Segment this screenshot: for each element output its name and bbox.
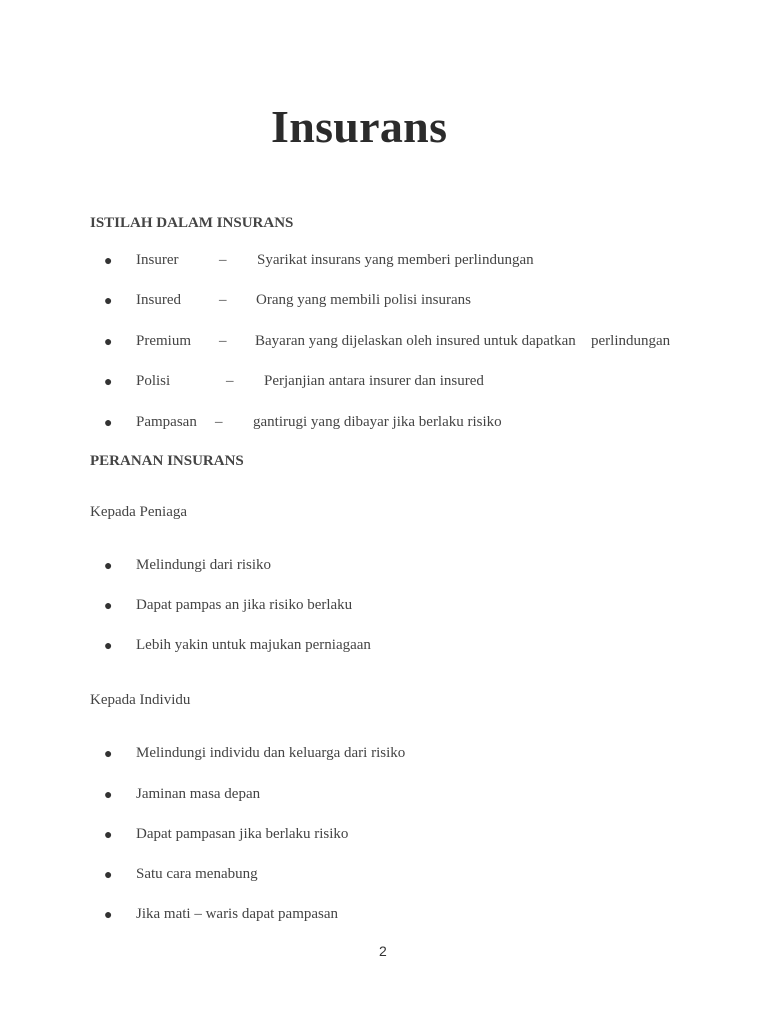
bullet-icon: ● [104,788,113,803]
list-item: Melindungi dari risiko [136,557,271,573]
term-label: Polisi [136,373,171,389]
bullet-icon: ● [104,375,113,390]
section-heading-istilah: ISTILAH DALAM INSURANS [90,215,294,231]
section-heading-peranan: PERANAN INSURANS [90,453,244,469]
bullet-icon: ● [104,294,113,309]
term-definition: Perjanjian antara insurer dan insured [264,373,484,389]
term-definition: Syarikat insurans yang memberi perlindungan [257,252,534,268]
list-item: Dapat pampas an jika risiko berlaku [136,597,353,613]
term-definition: gantirugi yang dibayar jika berlaku risiko [253,414,502,430]
page-number: 2 [379,943,387,959]
subheading-individu: Kepada Individu [90,692,191,708]
term-definition: Orang yang membili polisi insurans [256,292,471,308]
term-label: Insured [136,292,181,308]
term-dash: – [226,373,234,389]
term-definition-extra: perlindungan [591,333,671,349]
bullet-icon: ● [104,335,113,350]
bullet-icon: ● [104,908,113,923]
term-label: Pampasan [136,414,197,430]
term-label: Premium [136,333,191,349]
term-label: Insurer [136,252,179,268]
bullet-icon: ● [104,639,113,654]
term-dash: – [219,333,227,349]
list-item: Dapat pampasan jika berlaku risiko [136,826,349,842]
bullet-icon: ● [104,416,113,431]
term-definition: Bayaran yang dijelaskan oleh insured untuk dapatkan [255,333,576,349]
bullet-icon: ● [104,747,113,762]
bullet-icon: ● [104,868,113,883]
term-dash: – [219,292,227,308]
bullet-icon: ● [104,599,113,614]
bullet-icon: ● [104,828,113,843]
list-item: Satu cara menabung [136,866,258,882]
list-item: Jika mati – waris dapat pampasan [136,906,339,922]
list-item: Lebih yakin untuk majukan perniagaan [136,637,371,653]
list-item: Jaminan masa depan [136,786,261,802]
page-title: Insurans [271,101,448,152]
bullet-icon: ● [104,254,113,269]
bullet-icon: ● [104,559,113,574]
list-item: Melindungi individu dan keluarga dari risiko [136,745,406,761]
term-dash: – [215,414,223,430]
term-dash: – [219,252,227,268]
subheading-peniaga: Kepada Peniaga [90,504,188,520]
